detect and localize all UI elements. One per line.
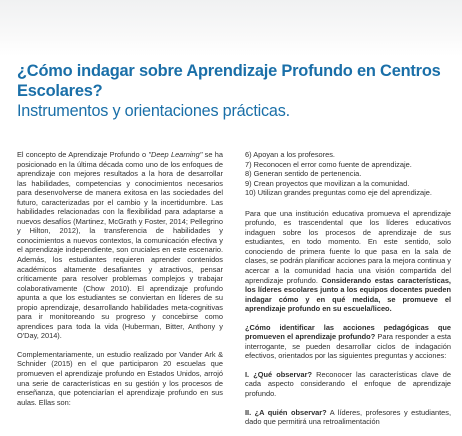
- list-item: 8) Generan sentido de pertenencia.: [245, 169, 362, 179]
- list-item: 7) Reconocen el error como fuente de aprendizaje.: [245, 159, 412, 169]
- list-item: 10) Utilizan grandes preguntas como eje del aprendizaje.: [245, 188, 432, 198]
- whom-to-observe-paragraph: II. ¿A quién observar? A líderes, profesores y estudiantes, dado que permitirá una retroalimentación: [245, 407, 451, 427]
- document-title: ¿Cómo indagar sobre Aprendizaje Profundo en Centros Escolares?: [17, 62, 441, 100]
- list-item: 6) Apoyan a los profesores.: [245, 150, 335, 159]
- intro-paragraph: El concepto de Aprendizaje Profundo o "Deep Learning" se ha posicionado en la última década como uno de los enfoques de aprendizaje con mejores resultados a la hora de desarrollar las habilidades, competencias y conocimientos necesarios para desenvolverse de manera exitosa en las sociedades del futuro, caracterizadas por el cambio y la incertidumbre. Las habilidades relacionadas con la flexibilidad para adaptarse a nuevos desafíos (Martinez, McGrath y Foster, 2014; Pellegrino y Hilton, 2012), la transferencia de habilidades y conocimientos a nuevos contextos, la comunicación efectiva y el aprendizaje independiente, son cruciales en este escenario. Además, los estudiantes requieren aprender contenidos académicos altamente desafiantes y atractivos, pensar críticamente para resolver problemas complejos y trabajar colaborativamente (Chow 2010). El aprendizaje profundo apunta a que los estudiantes se conviertan en líderes de su propio aprendizaje, desarrollando habilidades meta-cognitivas para ir monitoreando su progreso y concebirse como aprendices para toda la vida (Huberman, Bitter, Anthony y O'Day, 2014).: [17, 150, 223, 341]
- list-item: 9) Crean proyectos que movilizan a la comunidad.: [245, 178, 410, 188]
- question-paragraph: ¿Cómo identificar las acciones pedagógicas que promueven el aprendizaje profundo? Para responder a esta interrogante, se pueden desarrollar ciclos de indagación efectivos, orientados por las siguientes preguntas y acciones:: [245, 322, 452, 361]
- spacer: [245, 198, 451, 209]
- what-to-observe-paragraph: I. ¿Qué observar? Reconocer las características clave de cada aspecto considerando el enfoque de aprendizaje profundo.: [245, 369, 451, 399]
- right-column: [245, 150, 451, 436]
- left-column: [17, 150, 223, 416]
- leaders-paragraph: Para que una institución educativa promueva el aprendizaje profundo, es trascendental que los líderes educativos indaguen sobre los procesos de aprendizaje de sus estudiantes, en todo momento. En este sentido, solo conociendo de primera fuente lo que pasa en la sala de clases, se podrán planificar acciones para la mejora continua y acercar a la comunidad hacia una visión compartida del aprendizaje profundo. Considerando estas características, los líderes escolares junto a los equipos docentes pueden indagar cómo y en qué medida, se promueve el aprendizaje profundo en su escuela/liceo.: [245, 208, 451, 314]
- document-subtitle: Instrumentos y orientaciones prácticas.: [17, 102, 290, 120]
- deep-learning-term: "Deep Learning": [148, 150, 203, 159]
- study-paragraph: Complementariamente, un estudio realizado por Vander Ark & Schnider (2015) en el que participaron 20 escuelas que promueven el aprendizaje profundo en Estados Unidos, arrojó una serie de características en su gestión y los procesos de enseñanza, que potenciarían el aprendizaje profundo en sus aulas. Ellas son:: [17, 349, 223, 407]
- header-band: [0, 0, 462, 56]
